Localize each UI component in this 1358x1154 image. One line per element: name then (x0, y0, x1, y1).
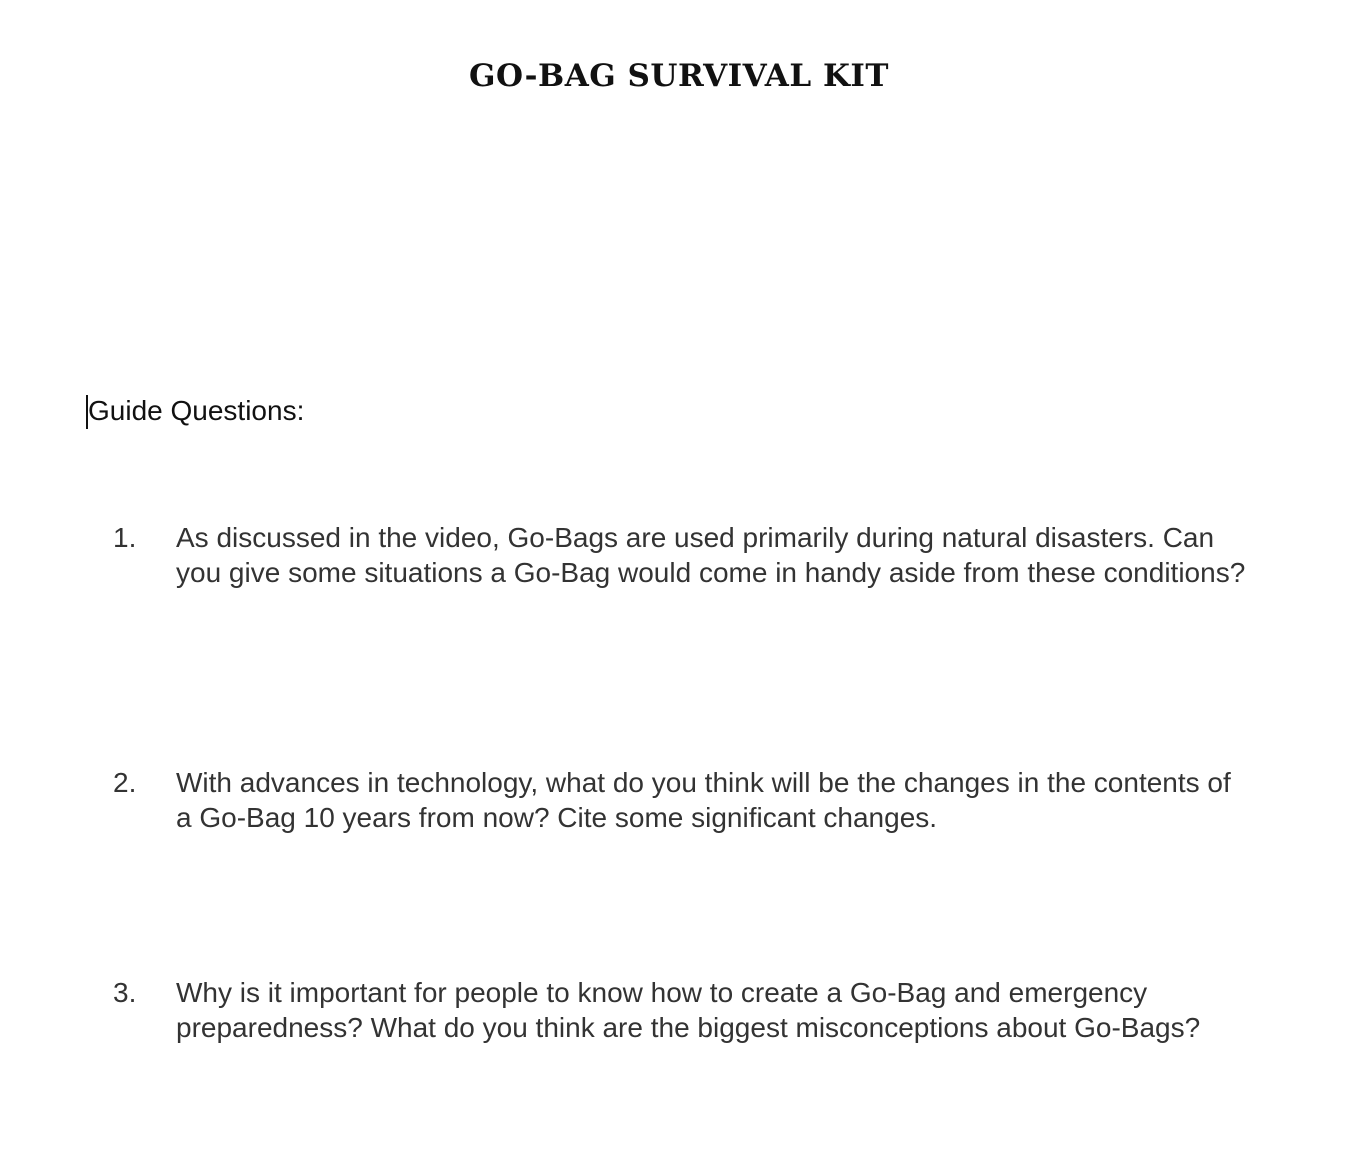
question-item-3[interactable] (113, 975, 1253, 1045)
question-number: 2. (113, 767, 137, 798)
question-number: 3. (113, 977, 137, 1008)
question-item-1[interactable] (113, 520, 1253, 590)
question-text: As discussed in the video, Go-Bags are used primarily during natural disasters. Can you give some situations a Go-Bag would come in handy aside from these conditions? (176, 522, 1246, 588)
document-title: GO-BAG SURVIVAL KIT (469, 58, 889, 94)
section-heading-guide-questions[interactable]: Guide Questions: (88, 395, 305, 426)
question-number: 1. (113, 522, 137, 553)
question-text: With advances in technology, what do you think will be the changes in the contents of a Go-Bag 10 years from now? Cite some significant changes. (176, 767, 1231, 833)
question-text: Why is it important for people to know how to create a Go-Bag and emergency preparedness? What do you think are the biggest misconceptions about Go-Bags? (176, 977, 1201, 1043)
question-item-2[interactable] (113, 765, 1253, 835)
